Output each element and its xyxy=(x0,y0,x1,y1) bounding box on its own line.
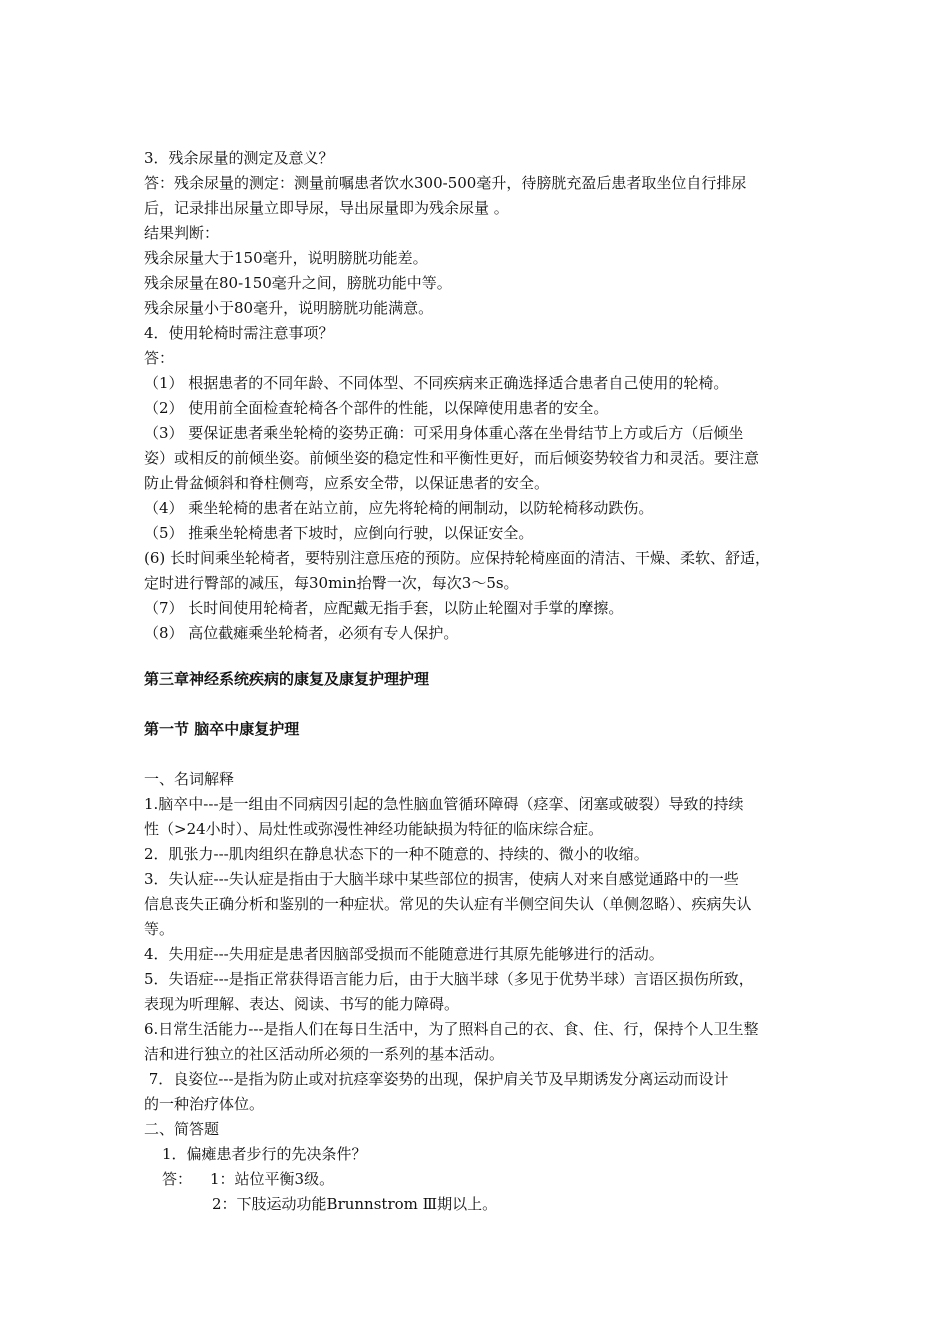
spacer xyxy=(144,742,824,767)
term-line: 等。 xyxy=(144,920,175,938)
answer-line: 2：下肢运动功能Brunnstrom Ⅲ期以上。 xyxy=(212,1195,498,1213)
question-4-answer-label: 答： xyxy=(144,349,175,367)
question-4-title: 4．使用轮椅时需注意事项？ xyxy=(144,324,334,342)
wheelchair-item-7: （7） 长时间使用轮椅者，应配戴无指手套，以防止轮圈对手掌的摩擦。 xyxy=(144,599,624,617)
wheelchair-item-3-cont: 防止骨盆倾斜和脊柱侧弯，应系安全带，以保证患者的安全。 xyxy=(144,474,550,492)
result-line: 残余尿量大于150毫升，说明膀胱功能差。 xyxy=(144,249,428,267)
term-line: 1.脑卒中---是一组由不同病因引起的急性脑血管循环障碍（痉挛、闭塞或破裂）导致的持续 xyxy=(144,795,744,813)
term-line: 性（>24小时）、局灶性或弥漫性神经功能缺损为特征的临床综合症。 xyxy=(144,820,604,838)
result-line: 残余尿量小于80毫升，说明膀胱功能满意。 xyxy=(144,299,434,317)
question-3-answer-line: 答：残余尿量的测定：测量前嘱患者饮水300-500毫升，待膀胱充盈后患者取坐位自行排尿 xyxy=(144,174,747,192)
wheelchair-item-3: （3） 要保证患者乘坐轮椅的姿势正确：可采用身体重心落在坐骨结节上方或后方（后倾坐 xyxy=(144,424,744,442)
short-answer-heading: 二、简答题 xyxy=(144,1120,220,1138)
document-page xyxy=(144,146,824,1217)
answer-label: 答： xyxy=(162,1170,193,1188)
term-line: 4．失用症---失用症是患者因脑部受损而不能随意进行其原先能够进行的活动。 xyxy=(144,945,664,963)
term-line: 3．失认症---失认症是指由于大脑半球中某些部位的损害，使病人对来自感觉通路中的一些 xyxy=(144,870,739,888)
short-answer-1-row xyxy=(144,1167,824,1192)
term-line: 信息丧失正确分析和鉴别的一种症状。常见的失认症有半侧空间失认（单侧忽略）、疾病失认 xyxy=(144,895,752,913)
term-line: 5．失语症---是指正常获得语言能力后，由于大脑半球（多见于优势半球）言语区损伤所致， xyxy=(144,970,754,988)
result-line: 残余尿量在80-150毫升之间，膀胱功能中等。 xyxy=(144,274,452,292)
wheelchair-item-3-cont: 姿）或相反的前倾坐姿。前倾坐姿的稳定性和平衡性更好，而后倾姿势较省力和灵活。要注意 xyxy=(144,449,760,467)
wheelchair-item-5: （5） 推乘坐轮椅患者下坡时，应倒向行驶，以保证安全。 xyxy=(144,524,534,542)
term-line: 7．良姿位---是指为防止或对抗痉挛姿势的出现，保护肩关节及早期诱发分离运动而设计 xyxy=(144,1070,729,1088)
question-3-title: 3．残余尿量的测定及意义？ xyxy=(144,149,334,167)
term-line: 的一种治疗体位。 xyxy=(144,1095,265,1113)
spacer xyxy=(144,692,824,717)
wheelchair-item-6-cont: 定时进行臀部的减压，每30min抬臀一次，每次3～5s。 xyxy=(144,574,519,592)
short-question-1: 1．偏瘫患者步行的先决条件？ xyxy=(162,1145,367,1163)
wheelchair-item-2: （2） 使用前全面检查轮椅各个部件的性能，以保障使用患者的安全。 xyxy=(144,399,609,417)
question-3-answer-line: 后，记录排出尿量立即导尿，导出尿量即为残余尿量 。 xyxy=(144,199,509,217)
wheelchair-item-6: (6) 长时间乘坐轮椅者，要特别注意压疮的预防。应保持轮椅座面的清洁、干燥、柔软、舒适， xyxy=(144,549,771,567)
term-line: 洁和进行独立的社区活动所必须的一系列的基本活动。 xyxy=(144,1045,505,1063)
term-line: 表现为听理解、表达、阅读、书写的能力障碍。 xyxy=(144,995,460,1013)
result-title: 结果判断： xyxy=(144,224,220,242)
wheelchair-item-4: （4） 乘坐轮椅的患者在站立前，应先将轮椅的闸制动，以防轮椅移动跌伤。 xyxy=(144,499,654,517)
term-line: 6.日常生活能力---是指人们在每日生活中，为了照料自己的衣、食、住、行，保持个人卫生整 xyxy=(144,1020,759,1038)
wheelchair-item-1: （1） 根据患者的不同年龄、不同体型、不同疾病来正确选择适合患者自己使用的轮椅。 xyxy=(144,374,729,392)
term-line: 2．肌张力---肌肉组织在静息状态下的一种不随意的、持续的、微小的收缩。 xyxy=(144,845,649,863)
chapter-title: 第三章神经系统疾病的康复及康复护理护理 xyxy=(144,670,430,688)
section-title: 第一节 脑卒中康复护理 xyxy=(144,720,300,738)
wheelchair-item-8: （8） 高位截瘫乘坐轮椅者，必须有专人保护。 xyxy=(144,624,459,642)
terms-heading: 一、名词解释 xyxy=(144,770,235,788)
answer-line: 1：站位平衡3级。 xyxy=(210,1170,335,1188)
